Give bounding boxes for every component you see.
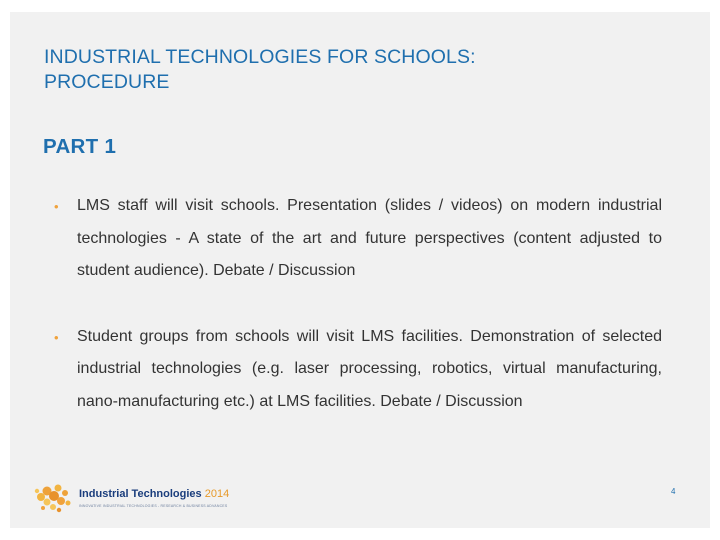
bullet-dot-icon: • bbox=[54, 199, 59, 214]
slide bbox=[10, 12, 710, 528]
industrial-technologies-logo bbox=[32, 477, 232, 519]
logo-name: Industrial Technologies bbox=[79, 488, 202, 500]
bullet-item bbox=[54, 321, 662, 419]
logo-cluster-icon bbox=[32, 477, 78, 519]
slide-title-line-2: PROCEDURE bbox=[44, 71, 170, 93]
logo-wordmark bbox=[79, 488, 229, 500]
bullet-text: LMS staff will visit schools. Presentation (slides / videos) on modern industrial technologies - A state of the art and future perspectives (content adjusted to student audience). Debate / Discussion bbox=[77, 197, 662, 279]
bullet-dot-icon: • bbox=[54, 329, 59, 345]
bullet-text: Student groups from schools will visit LMS facilities. Demonstration of selected industrial technologies (e.g. laser processing, robotics, virtual manufacturing, nano-manufacturing etc.) at LMS facilities. Debate / Discussion bbox=[77, 327, 662, 410]
bullet-item bbox=[54, 190, 662, 288]
logo-tagline: INNOVATIVE INDUSTRIAL TECHNOLOGIES - RESEARCH & BUSINESS ADVANCES bbox=[79, 504, 228, 508]
slide-title-line-1: INDUSTRIAL TECHNOLOGIES FOR SCHOOLS: bbox=[44, 46, 476, 68]
bullet-list bbox=[54, 190, 662, 418]
page-number: 4 bbox=[671, 487, 676, 496]
logo-year: 2014 bbox=[204, 488, 230, 500]
section-heading: PART 1 bbox=[43, 135, 117, 158]
slide-title bbox=[44, 45, 476, 95]
